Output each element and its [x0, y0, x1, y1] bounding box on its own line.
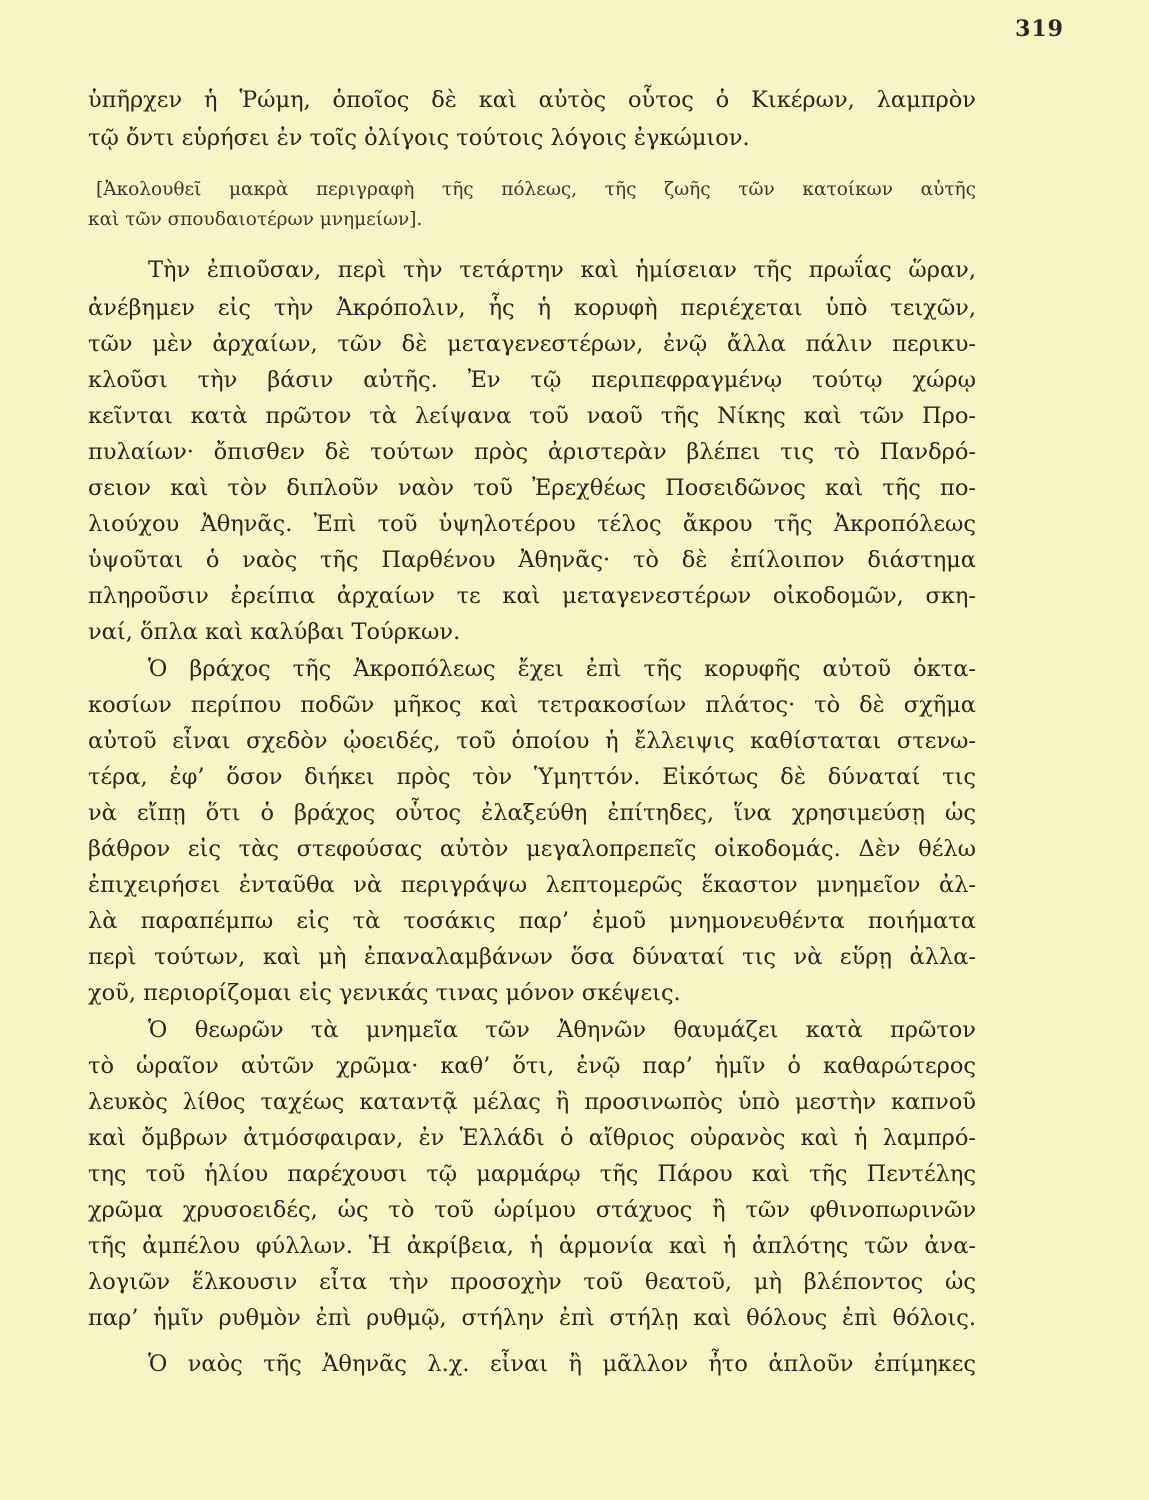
text-line: ἐπιχειρήσει ἐνταῦθα νὰ περιγράψω λεπτομερῶς ἕκαστον μνημεῖον ἀλ-	[88, 872, 976, 898]
text-line: λευκὸς λίθος ταχέως καταντᾷ μέλας ἢ προσινωπὸς ὑπὸ μεστὴν καπνοῦ	[88, 1089, 976, 1115]
text-line: χρῶμα χρυσοειδές, ὡς τὸ τοῦ ὡρίμου στάχυος ἢ τῶν φθινοπωρινῶν	[88, 1197, 976, 1223]
text-line: Ὁ ναὸς τῆς Ἀθηνᾶς λ.χ. εἶναι ἢ μᾶλλον ἦτο ἁπλοῦν ἐπίμηκες	[148, 1351, 976, 1377]
text-line: σειον καὶ τὸν διπλοῦν ναὸν τοῦ Ἐρεχθέως Ποσειδῶνος καὶ τῆς πο-	[88, 475, 976, 501]
text-line: καὶ ὄμβρων ἀτμόσφαιραν, ἐν Ἑλλάδι ὁ αἴθριος οὐρανὸς καὶ ἡ λαμπρό-	[88, 1125, 976, 1151]
text-line: ναί, ὅπλα καὶ καλύβαι Τούρκων.	[88, 619, 461, 645]
note-line: καὶ τῶν σπουδαιοτέρων μνημείων].	[88, 209, 423, 230]
text-line: πληροῦσιν ἐρείπια ἀρχαίων τε καὶ μεταγενεστέρων οἰκοδομῶν, σκη-	[88, 583, 976, 609]
text-line: ὑψοῦται ὁ ναὸς τῆς Παρθένου Ἀθηνᾶς· τὸ δὲ ἐπίλοιπον διάστημα	[88, 547, 976, 573]
text-line: Ὁ βράχος τῆς Ἀκροπόλεως ἔχει ἐπὶ τῆς κορυφῆς αὐτοῦ ὀκτα-	[148, 656, 976, 682]
text-line: λὰ παραπέμπω εἰς τὰ τοσάκις παρ’ ἐμοῦ μνημονευθέντα ποιήματα	[88, 908, 976, 934]
text-line: τέρα, ἐφ’ ὅσον διήκει πρὸς τὸν Ὑμηττόν. Εἰκότως δὲ δύναταί τις	[88, 764, 976, 790]
text-line: λογιῶν ἕλκουσιν εἶτα τὴν προσοχὴν τοῦ θεατοῦ, μὴ βλέποντος ὡς	[88, 1269, 976, 1295]
text-line: κεῖνται κατὰ πρῶτον τὰ λείψανα τοῦ ναοῦ τῆς Νίκης καὶ τῶν Προ-	[88, 403, 976, 429]
text-line: τῆς ἀμπέλου φύλλων. Ἡ ἀκρίβεια, ἡ ἁρμονία καὶ ἡ ἁπλότης τῶν ἀνα-	[88, 1233, 976, 1259]
text-line: τὸ ὡραῖον αὐτῶν χρῶμα· καθ’ ὅτι, ἐνῷ παρ’ ἡμῖν ὁ καθαρώτερος	[88, 1053, 976, 1079]
text-line: χοῦ, περιορίζομαι εἰς γενικάς τινας μόνον σκέψεις.	[88, 980, 681, 1006]
text-line: περὶ τούτων, καὶ μὴ ἐπαναλαμβάνων ὅσα δύναταί τις νὰ εὕρῃ ἀλλα-	[88, 944, 976, 970]
text-line: της τοῦ ἡλίου παρέχουσι τῷ μαρμάρῳ τῆς Πάρου καὶ τῆς Πεντέλης	[88, 1161, 976, 1187]
text-line: κλοῦσι τὴν βάσιν αὐτῆς. Ἐν τῷ περιπεφραγμένῳ τούτῳ χώρῳ	[88, 367, 976, 393]
text-line: τῶν μὲν ἀρχαίων, τῶν δὲ μεταγενεστέρων, ἐνῷ ἄλλα πάλιν περικυ-	[88, 331, 976, 357]
text-line: βάθρον εἰς τὰς στεφούσας αὐτὸν μεγαλοπρεπεῖς οἰκοδομάς. Δὲν θέλω	[88, 836, 976, 862]
text-line: λιούχου Ἀθηνᾶς. Ἐπὶ τοῦ ὑψηλοτέρου τέλος ἄκρου τῆς Ἀκροπόλεως	[88, 511, 976, 537]
text-line: Τὴν ἐπιοῦσαν, περὶ τὴν τετάρτην καὶ ἡμίσειαν τῆς πρωΐας ὥραν,	[148, 257, 976, 283]
text-line: νὰ εἴπῃ ὅτι ὁ βράχος οὗτος ἐλαξεύθη ἐπίτηδες, ἵνα χρησιμεύσῃ ὡς	[88, 800, 976, 826]
page-number: 319	[1015, 16, 1064, 42]
text-line: ὑπῆρχεν ἡ Ῥώμη, ὁποῖος δὲ καὶ αὐτὸς οὗτος ὁ Κικέρων, λαμπρὸν	[88, 87, 976, 113]
text-line: παρ’ ἡμῖν ρυθμὸν ἐπὶ ρυθμῷ, στήλην ἐπὶ στήλῃ καὶ θόλους ἐπὶ θόλοις.	[88, 1305, 976, 1331]
note-line: [Ἀκολουθεῖ μακρὰ περιγραφὴ τῆς πόλεως, τῆς ζωῆς τῶν κατοίκων αὐτῆς	[96, 179, 976, 200]
text-line: Ὁ θεωρῶν τὰ μνημεῖα τῶν Ἀθηνῶν θαυμάζει κατὰ πρῶτον	[148, 1017, 976, 1043]
text-line: αὐτοῦ εἶναι σχεδὸν ᾠοειδές, τοῦ ὁποίου ἡ ἔλλειψις καθίσταται στενω-	[88, 728, 976, 754]
text-line: κοσίων περίπου ποδῶν μῆκος καὶ τετρακοσίων πλάτος· τὸ δὲ σχῆμα	[88, 692, 976, 718]
text-line: πυλαίων· ὄπισθεν δὲ τούτων πρὸς ἀριστερὰν βλέπει τις τὸ Πανδρό-	[88, 439, 976, 465]
text-line: τῷ ὄντι εὑρήσει ἐν τοῖς ὀλίγοις τούτοις λόγοις ἐγκώμιον.	[88, 125, 750, 151]
text-line: ἀνέβημεν εἰς τὴν Ἀκρόπολιν, ἧς ἡ κορυφὴ περιέχεται ὑπὸ τειχῶν,	[88, 295, 976, 321]
